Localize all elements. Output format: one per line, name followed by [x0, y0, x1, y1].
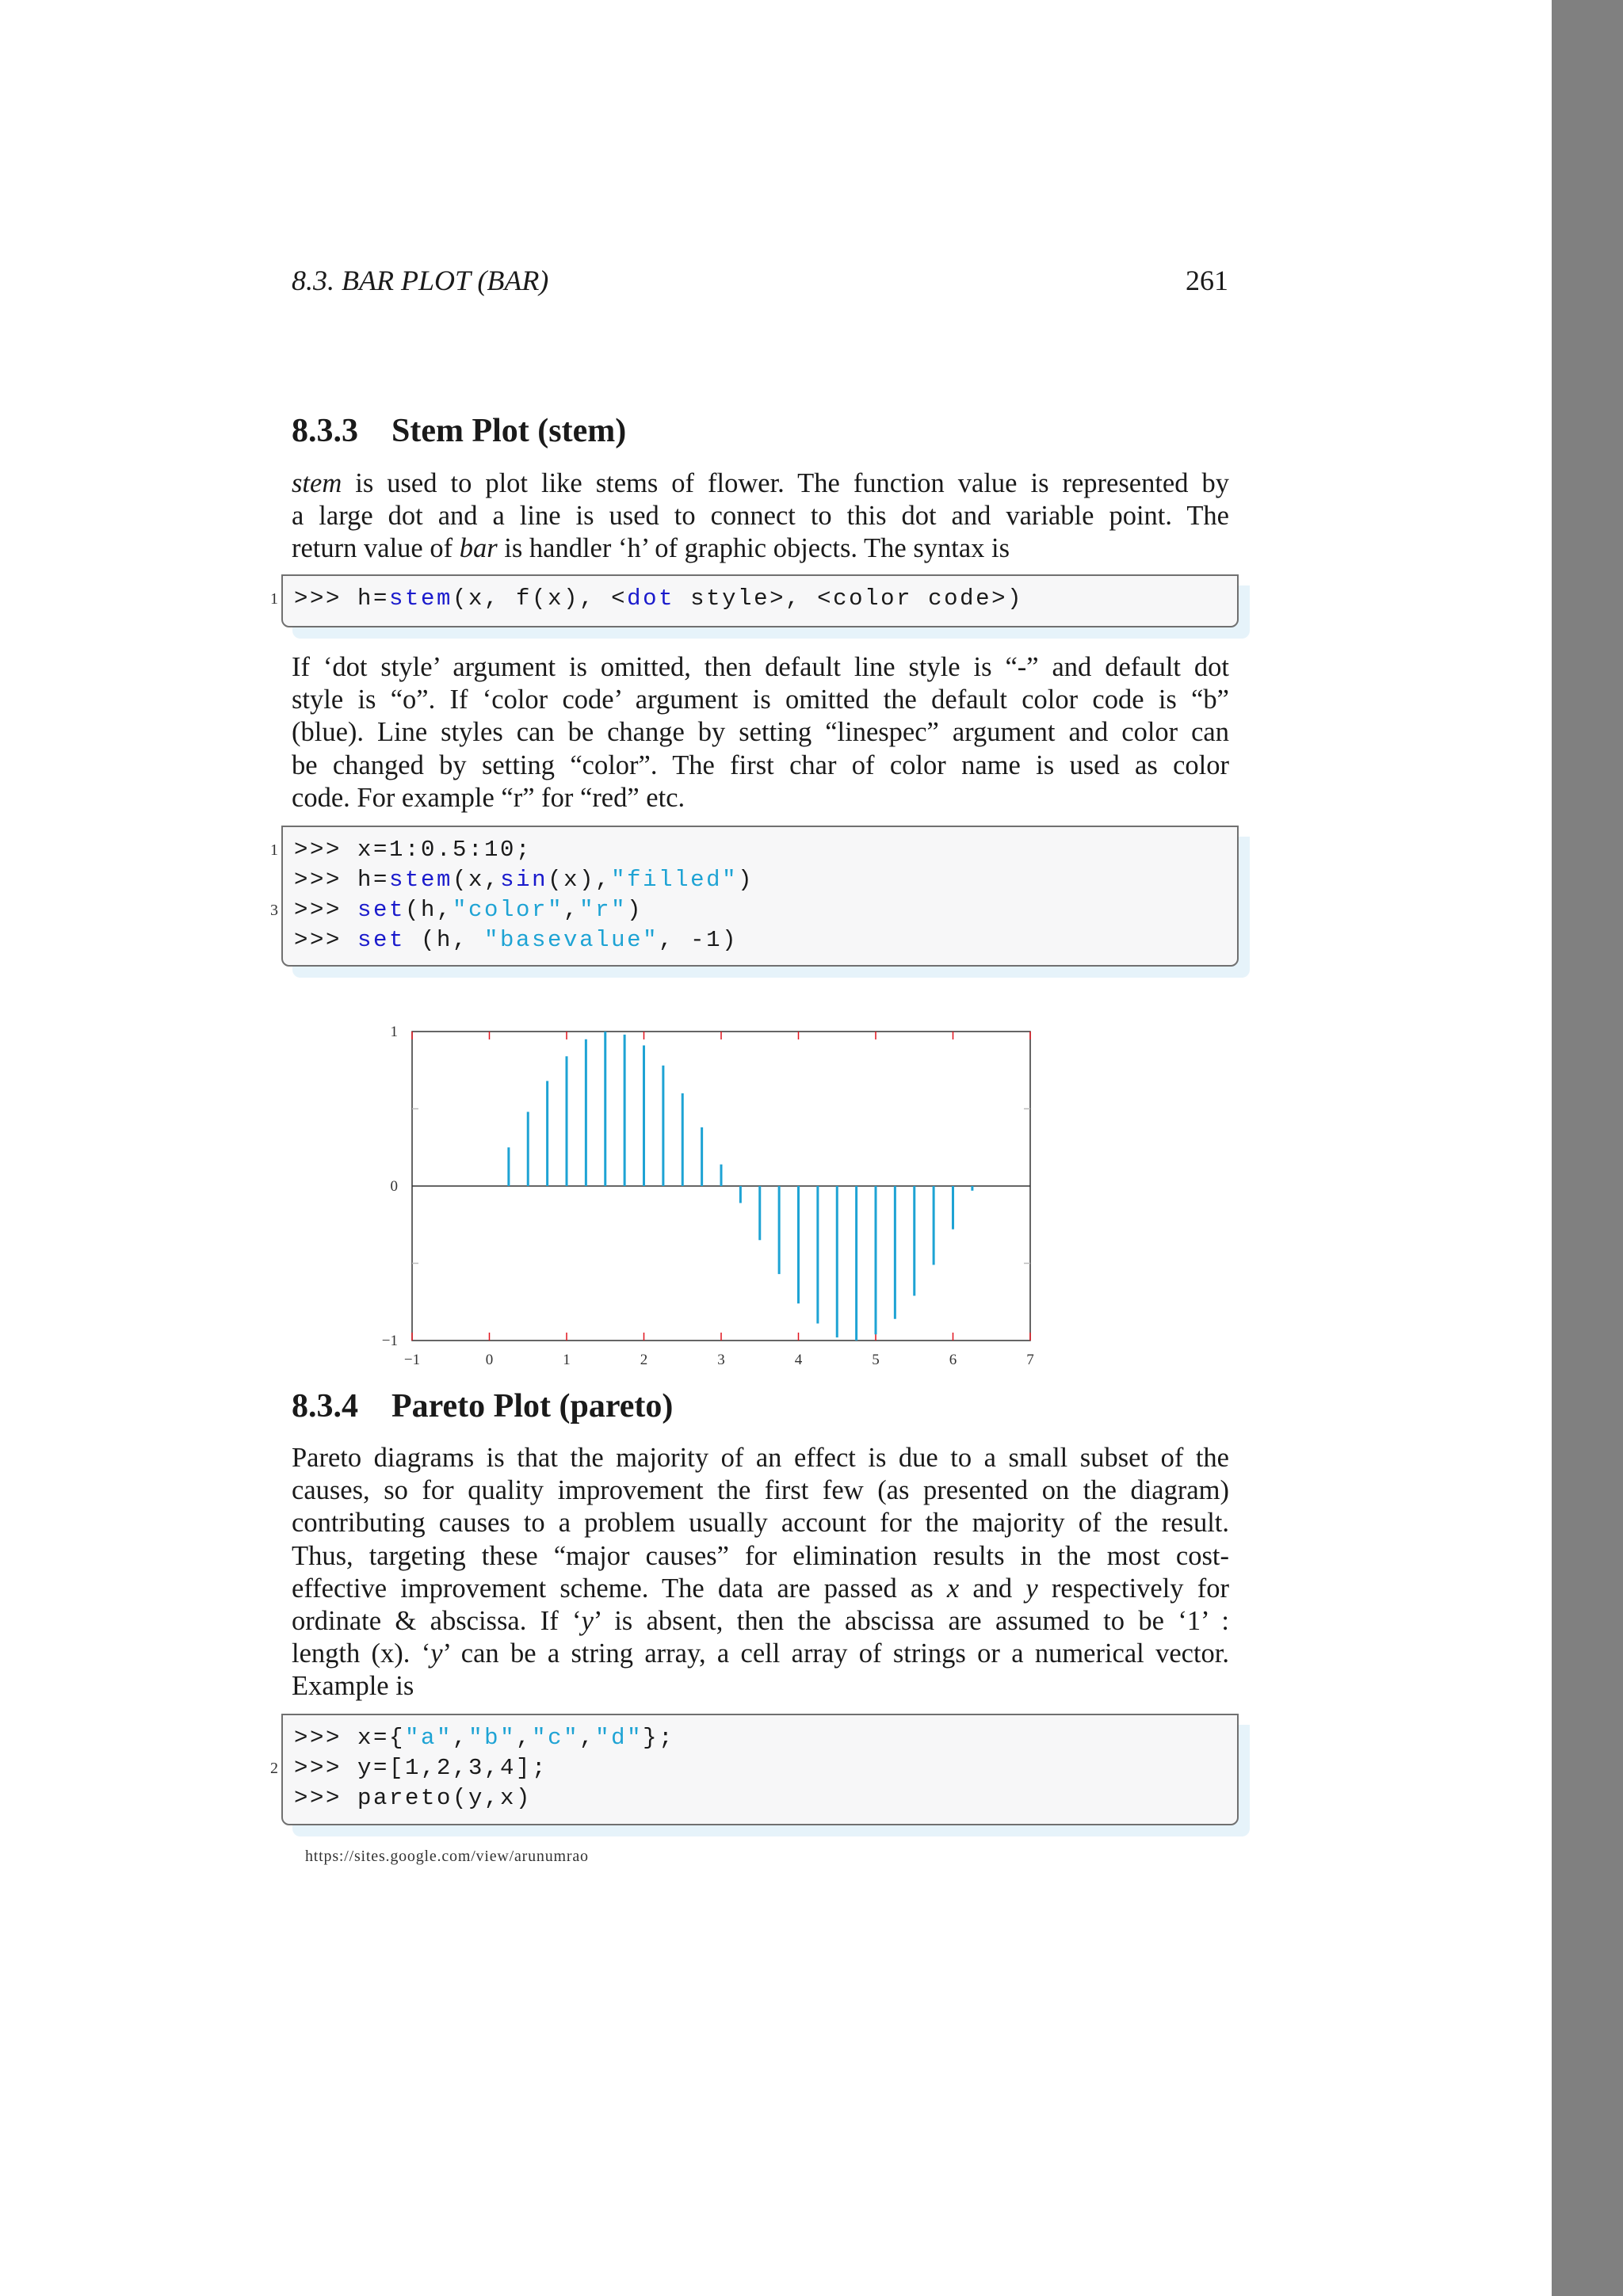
- code-text: , -1): [659, 927, 739, 953]
- x-tick-label: 0: [485, 1352, 494, 1368]
- italic-term: stem: [292, 468, 342, 498]
- paragraph-line: [292, 782, 1229, 814]
- code-line[interactable]: [294, 1723, 1237, 1753]
- code-string: "filled": [611, 867, 739, 893]
- italic-term: x: [946, 1573, 960, 1604]
- line-number: 2: [270, 1760, 278, 1777]
- code-text: ): [627, 897, 643, 923]
- code-text: (h,: [405, 927, 485, 953]
- header-section-title: 8.3. BAR PLOT (BAR): [292, 265, 549, 296]
- text-run: Example is: [292, 1671, 414, 1702]
- code-keyword: set: [357, 927, 406, 953]
- code-string: "b": [468, 1725, 517, 1751]
- code-text: ,: [516, 1725, 533, 1751]
- code-text: (x),: [548, 867, 612, 893]
- code-text: >>> pareto(y,x): [294, 1785, 533, 1811]
- code-text: style>, <color code>): [674, 585, 1024, 612]
- text-run: be changed by setting “color”. The first char of color name is used as color: [292, 749, 1229, 780]
- y-tick-label: −1: [381, 1333, 398, 1349]
- paragraph-line: [292, 1540, 1229, 1573]
- text-run: Thus, targeting these “major causes” for elimination results in the most cost-: [292, 1540, 1229, 1571]
- code-keyword: stem: [389, 867, 453, 893]
- paragraph-line: [292, 1670, 1229, 1703]
- x-tick-label: 4: [794, 1352, 803, 1368]
- text-run: ’ can be a string array, a cell array of strings or a numerical vector.: [442, 1638, 1229, 1669]
- code-text: >>> y=[1,2,3,4];: [294, 1755, 548, 1781]
- code-string: "a": [405, 1725, 453, 1751]
- text-run: code. For example “r” for “red” etc.: [292, 782, 685, 813]
- x-tick-label: 3: [717, 1352, 725, 1368]
- text-run: is handler ‘h’ of graphic objects. The syntax is: [497, 533, 1010, 564]
- text-run: and: [959, 1573, 1026, 1604]
- paragraph-line: [292, 1507, 1229, 1539]
- code-text: };: [643, 1725, 675, 1751]
- page-number: 261: [1186, 265, 1228, 296]
- text-run: a large dot and a line is used to connect to this dot and variable point. The: [292, 501, 1229, 532]
- text-run: Pareto diagrams is that the majority of an effect is due to a small subset of the: [292, 1443, 1229, 1473]
- text-run: respectively for: [1037, 1573, 1229, 1604]
- stem-syntax-code-block[interactable]: [270, 574, 1239, 627]
- text-run: ’ is absent, then the abscissa are assumed to be ‘1’ :: [593, 1606, 1229, 1637]
- x-tick-label: −1: [403, 1352, 421, 1368]
- code-line[interactable]: [294, 1783, 1237, 1814]
- paragraph-line: [292, 532, 1229, 565]
- section-heading-pareto: 8.3.4 Pareto Plot (pareto): [292, 1388, 674, 1425]
- paragraph-line: [292, 500, 1229, 532]
- code-text: >>> h=: [294, 585, 390, 612]
- x-tick-label: 1: [563, 1352, 571, 1368]
- paragraph-line: [292, 749, 1229, 782]
- x-tick-label: 5: [872, 1352, 880, 1368]
- stem-intro-paragraph: [292, 467, 1229, 566]
- code-keyword: dot: [627, 585, 675, 612]
- italic-term: y: [430, 1638, 443, 1669]
- code-string: "basevalue": [484, 927, 659, 953]
- code-text: ,: [579, 1725, 596, 1751]
- text-run: causes, so for quality improvement the first few (as presented on the diagram): [292, 1475, 1229, 1506]
- text-run: ordinate & abscissa. If ‘: [292, 1606, 582, 1637]
- x-tick-label: 2: [640, 1352, 648, 1368]
- code-text: ,: [563, 897, 580, 923]
- code-text: (x,: [453, 867, 501, 893]
- code-line[interactable]: [294, 925, 1237, 955]
- paragraph-line: [292, 651, 1229, 684]
- stem-example-code-block[interactable]: [270, 826, 1239, 967]
- code-line[interactable]: [270, 1753, 1237, 1783]
- section-heading-stem: 8.3.3 Stem Plot (stem): [292, 413, 627, 449]
- code-line[interactable]: [270, 895, 1237, 925]
- page-edge-scrollbar[interactable]: [1552, 0, 1623, 2296]
- code-text: >>> h=: [294, 867, 390, 893]
- text-run: is used to plot like stems of flower. The function value is represented by: [342, 468, 1229, 498]
- code-line[interactable]: [294, 865, 1237, 895]
- code-text: >>>: [294, 927, 358, 953]
- x-tick-label: 6: [949, 1352, 957, 1368]
- stem-plot-chart: [365, 1014, 1046, 1371]
- code-keyword: sin: [500, 867, 548, 893]
- code-string: "r": [579, 897, 628, 923]
- code-string: "color": [453, 897, 564, 923]
- text-run: If ‘dot style’ argument is omitted, then default line style is “-” and default dot: [292, 652, 1229, 682]
- text-run: return value of: [292, 533, 460, 564]
- line-number: 3: [270, 902, 278, 919]
- italic-term: y: [581, 1606, 594, 1637]
- code-string: "c": [532, 1725, 580, 1751]
- code-text: ,: [453, 1725, 469, 1751]
- code-keyword: stem: [389, 585, 453, 612]
- text-run: (blue). Line styles can be change by setting “linespec” argument and color can: [292, 717, 1229, 748]
- code-text: (h,: [405, 897, 453, 923]
- stem-explanation-paragraph: [292, 651, 1229, 814]
- footer-url-link[interactable]: https://sites.google.com/view/arunumrao: [305, 1848, 589, 1865]
- text-run: effective improvement scheme. The data are passed as: [292, 1573, 947, 1604]
- paragraph-line: [292, 1474, 1229, 1507]
- code-keyword: set: [357, 897, 406, 923]
- code-text: ): [738, 867, 754, 893]
- code-text: >>> x={: [294, 1725, 406, 1751]
- line-number: 1: [270, 841, 278, 859]
- y-tick-label: 1: [390, 1024, 398, 1040]
- text-run: contributing causes to a problem usually account for the majority of the result.: [292, 1508, 1229, 1539]
- paragraph-line: [292, 684, 1229, 716]
- paragraph-line: [292, 1605, 1229, 1638]
- paragraph-line: [292, 1442, 1229, 1474]
- paragraph-line: [292, 716, 1229, 749]
- x-tick-label: 7: [1026, 1352, 1034, 1368]
- code-line[interactable]: [270, 584, 1237, 614]
- running-header: [292, 260, 1228, 301]
- paragraph-line: [292, 1638, 1229, 1670]
- pareto-body-paragraph: [292, 1442, 1229, 1703]
- italic-term: y: [1025, 1573, 1038, 1604]
- italic-term: bar: [459, 533, 498, 564]
- paragraph-line: [292, 467, 1229, 500]
- pareto-example-code-block[interactable]: [270, 1714, 1239, 1825]
- code-string: "d": [595, 1725, 643, 1751]
- code-text: >>> x=1:0.5:10;: [294, 837, 533, 863]
- code-line[interactable]: [270, 835, 1237, 865]
- text-run: style is “o”. If ‘color code’ argument is omitted the default color code is “b”: [292, 685, 1229, 715]
- code-text: (x, f(x), <: [453, 585, 628, 612]
- paragraph-line: [292, 1573, 1229, 1605]
- text-run: length (x). ‘: [292, 1638, 431, 1669]
- code-text: >>>: [294, 897, 358, 923]
- line-number: 1: [270, 590, 278, 608]
- y-tick-label: 0: [390, 1178, 398, 1195]
